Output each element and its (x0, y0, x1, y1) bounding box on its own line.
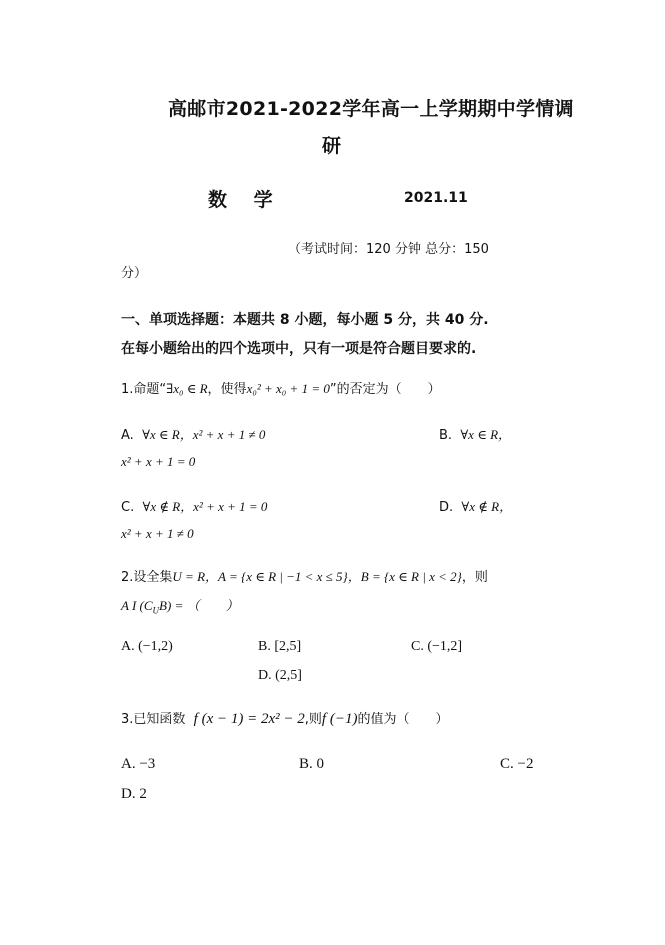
q1-option-a-math: ∀x ∈ R，x² + x + 1 ≠ 0 (142, 427, 266, 442)
q3-option-a: A. −3 (121, 756, 156, 772)
q1-option-b (439, 424, 511, 443)
exam-info-line1: （考试时间：120 分钟 总分：150 (288, 242, 489, 257)
q1-option-c-label: C. (121, 500, 135, 515)
q2-stem-math3: ，B = {x ∈ R | x < 2} (347, 569, 462, 584)
q1-option-b-cont (121, 454, 195, 470)
q1-stem-mid: ，使得 (207, 382, 247, 397)
q1-option-b-label: B. (439, 428, 453, 443)
q1-option-b-math1: ∀x ∈ R， (460, 427, 512, 442)
doc-title-line2: 研 (322, 135, 342, 157)
section1-heading-line1: 一、单项选择题：本题共 8 小题，每小题 5 分，共 40 分. (121, 312, 489, 328)
q2-option-c: C. (−1,2] (411, 639, 463, 654)
doc-title-line1: 高邮市2021-2022学年高一上学期期中学情调 (168, 98, 574, 120)
q2-stem-line2-sub: U (152, 605, 160, 616)
q3-option-b: B. 0 (299, 756, 325, 772)
q3-stem-math2: f (−1) (321, 711, 358, 727)
q3-stem-mid: ,则 (304, 712, 322, 727)
exam-info-line2: 分） (121, 266, 148, 281)
q2-option-a: A. (−1,2) (121, 639, 173, 654)
q1-stem-prefix: 1.命题“ (121, 382, 167, 397)
q1-option-d-math1: ∀x ∉ R， (461, 499, 513, 514)
q2-stem-suffix: ，则 (461, 570, 488, 585)
q1-stem-math2: x₀² + x₀ + 1 = 0 (246, 381, 330, 396)
q1-stem-suffix: ”的否定为（ ） (329, 382, 441, 397)
subject-label: 数 学 (208, 189, 283, 211)
q3-stem-prefix: 3.已知函数 (121, 712, 186, 727)
q1-stem-math1: ∃x₀ ∈ R (166, 381, 208, 396)
q2-stem-math2: ，A = {x ∈ R | −1 < x ≤ 5} (205, 569, 348, 584)
q3-stem (121, 708, 448, 728)
q1-option-d-cont (121, 526, 194, 542)
q2-stem-math1: U = R (172, 569, 206, 584)
q2-stem (121, 566, 488, 585)
q2-option-b: B. [2,5] (258, 639, 302, 654)
exam-date: 2021.11 (404, 190, 468, 206)
q2-stem-line2-math-b: B) = （ ） (159, 598, 239, 613)
q1-option-d-math2: x² + x + 1 ≠ 0 (121, 526, 194, 541)
q3-stem-suffix: 的值为（ ） (357, 712, 449, 727)
q2-stem-prefix: 2.设全集 (121, 570, 173, 585)
q3-option-c: C. −2 (500, 756, 534, 772)
q1-option-d (439, 496, 512, 515)
section1-heading-line2: 在每小题给出的四个选项中，只有一项是符合题目要求的. (121, 341, 477, 357)
q2-stem-line2 (121, 595, 239, 616)
q3-option-d: D. 2 (121, 786, 147, 802)
q3-stem-math1: f (x − 1) = 2x² − 2 (193, 711, 305, 727)
q1-option-a (121, 424, 265, 443)
q1-option-b-math2: x² + x + 1 = 0 (121, 454, 196, 469)
q1-option-c (121, 496, 267, 515)
q1-option-a-label: A. (121, 428, 134, 443)
q2-option-d: D. (2,5] (258, 668, 302, 683)
q1-stem (121, 378, 441, 397)
q1-option-d-label: D. (439, 500, 454, 515)
q1-option-c-math: ∀x ∉ R，x² + x + 1 = 0 (142, 499, 268, 514)
q2-stem-line2-math: A I (C (121, 598, 153, 613)
